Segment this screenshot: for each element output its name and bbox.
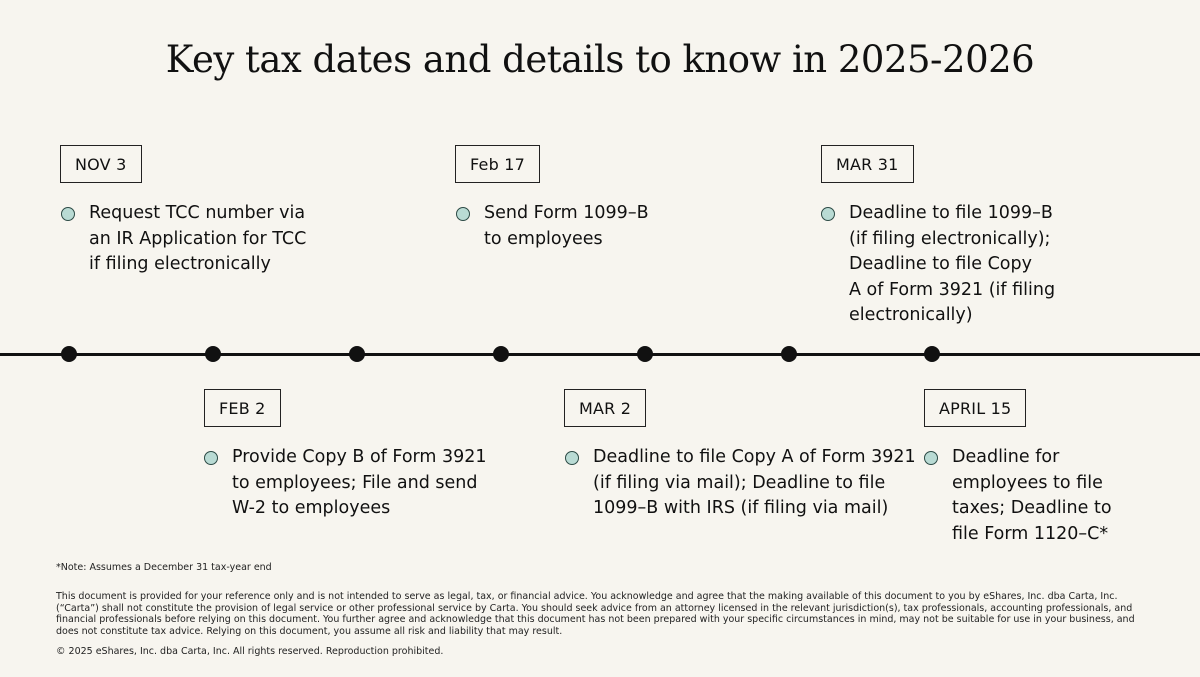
bullet-icon [924,451,938,465]
bullet-icon [565,451,579,465]
date-label-mar-2: MAR 2 [564,389,646,427]
page-title: Key tax dates and details to know in 2025-2026 [165,38,1035,81]
event-description: Send Form 1099–B to employees [484,203,649,249]
date-label-april-15: APRIL 15 [924,389,1026,427]
event-description: Provide Copy B of Form 3921 to employees; File and send W-2 to employees [232,447,487,518]
date-label-mar-31: MAR 31 [821,145,914,183]
bullet-icon [61,207,75,221]
event-description: Deadline to file Copy A of Form 3921 (if filing via mail); Deadline to file 1099–B with IRS (if filing via mail) [593,447,916,518]
event-description: Deadline for employees to file taxes; Deadline to file Form 1120–C* [952,447,1112,544]
date-label-feb-2: FEB 2 [204,389,281,427]
bullet-icon [204,451,218,465]
timeline-dot [924,346,940,362]
event-description: Request TCC number via an IR Application for TCC if filing electronically [89,203,307,274]
timeline-line [0,353,1200,356]
timeline-dot [205,346,221,362]
date-label-nov-3: NOV 3 [60,145,142,183]
timeline-dot [781,346,797,362]
disclaimer: This document is provided for your reference only and is not intended to serve as legal, tax, or financial advice. You acknowledge and agree that the making available of this document to you by eShares, Inc. dba Carta, Inc. (“Carta”) shall not constitute the provision of legal service or other professional service by Carta. You should seek advice from an attorney licensed in the relevant jurisdiction(s), tax professionals, accounting professionals, and financial professionals before relying on this document. You further agree and acknowledge that this document has not been prepared with your specific circumstances in mind, may not be suitable for use in your business, and does not constitute tax advice. Relying on this document, you assume all risk and liability that may result. [56,591,1135,637]
footnote: *Note: Assumes a December 31 tax-year end [56,562,272,573]
copyright: © 2025 eShares, Inc. dba Carta, Inc. All rights reserved. Reproduction prohibited. [56,646,444,657]
bullet-icon [456,207,470,221]
timeline-dot [349,346,365,362]
timeline-dot [493,346,509,362]
date-label-feb-17: Feb 17 [455,145,540,183]
event-description: Deadline to file 1099–B (if filing electronically); Deadline to file Copy A of Form 3921 (if filing electronically) [849,203,1056,325]
bullet-icon [821,207,835,221]
timeline-dot [637,346,653,362]
timeline-dot [61,346,77,362]
